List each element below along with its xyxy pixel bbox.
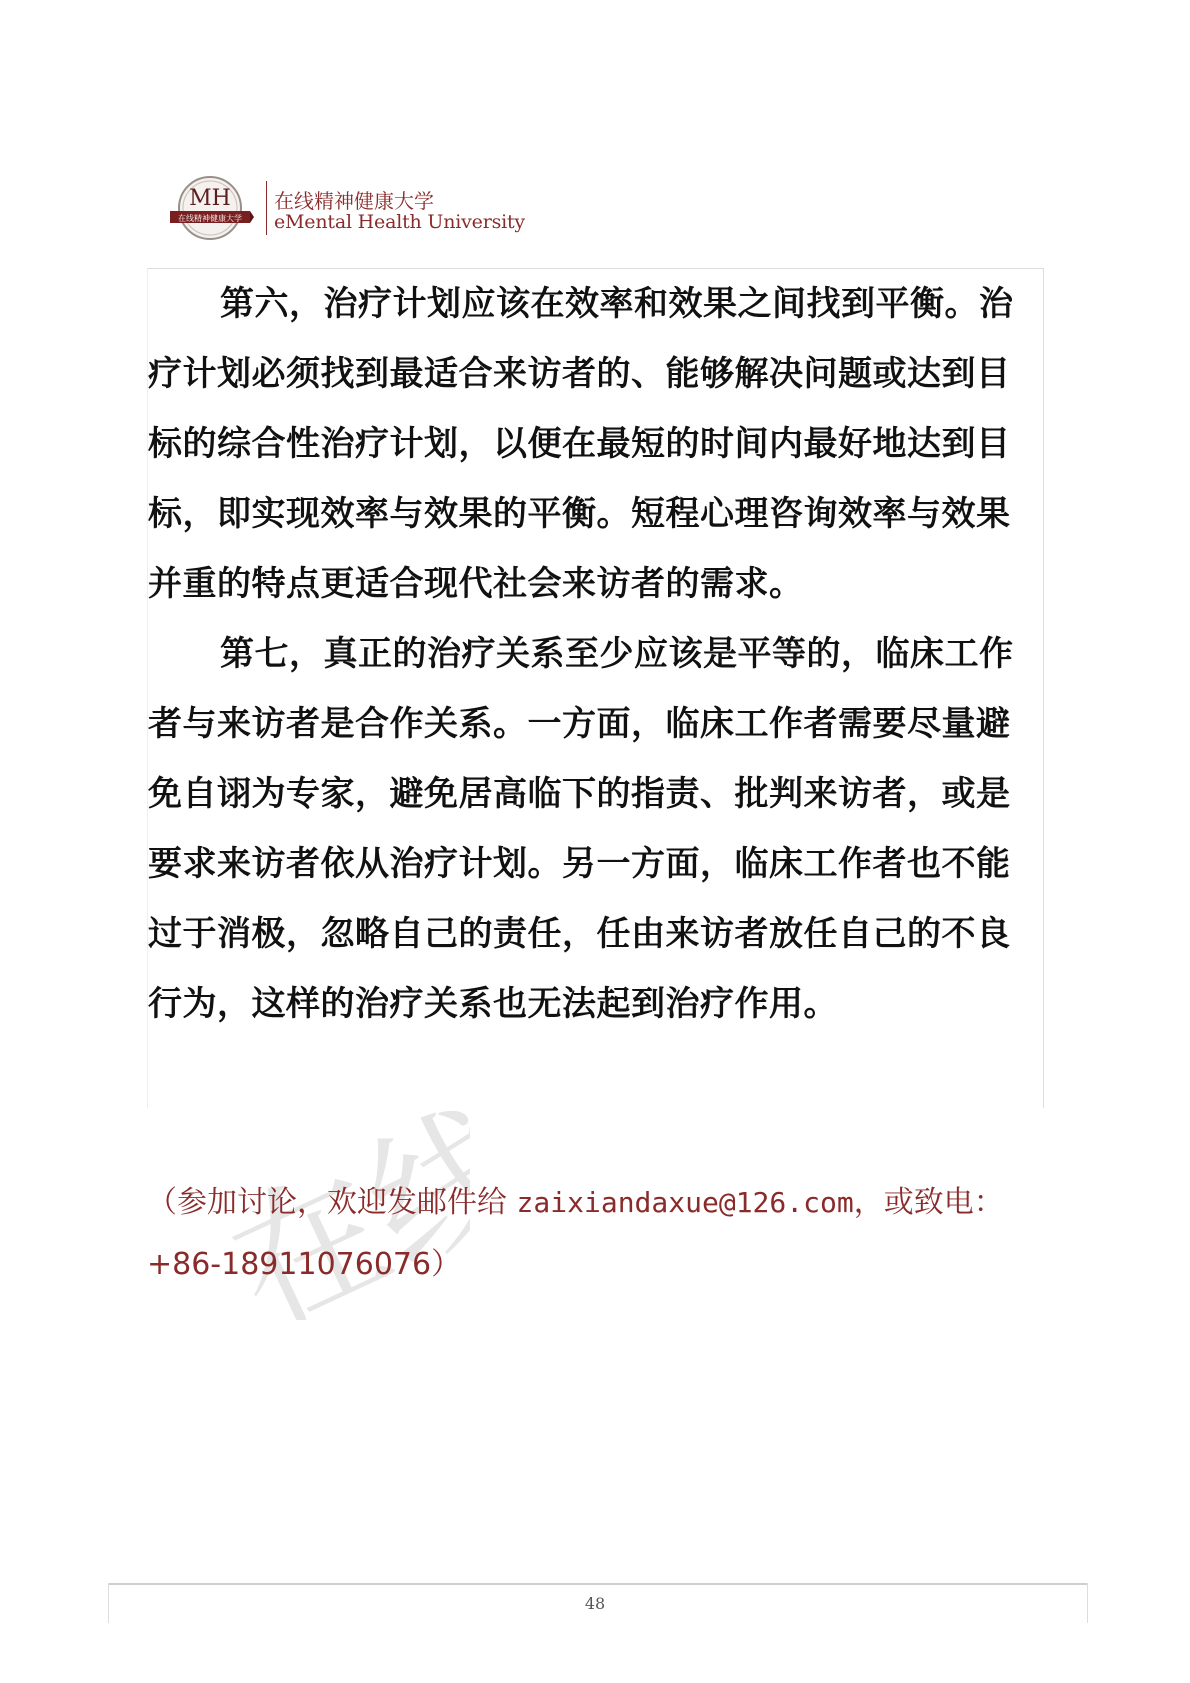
main-text-box	[147, 268, 1044, 1108]
contact-middle: ，或致电：	[853, 1185, 1004, 1220]
university-logo	[170, 175, 266, 241]
contact-line-2	[147, 1234, 1047, 1296]
footer-divider	[108, 1583, 1088, 1585]
paragraph-six: 第六，治疗计划应该在效率和效果之间找到平衡。治疗计划必须找到最适合来访者的、能够解决问题或达到目标的综合性治疗计划，以便在最短的时间内最好地达到目标，即实现效率与效果的平衡。短程心理咨询效率与效果并重的特点更适合现代社会来访者的需求。	[148, 284, 1014, 604]
page-number: 48	[584, 1594, 606, 1613]
contact-phone: +86-18911076076）	[147, 1247, 462, 1282]
contact-prefix: （参加讨论，欢迎发邮件给	[147, 1185, 517, 1220]
contact-line-1	[147, 1172, 1047, 1234]
header-logo-block	[170, 175, 525, 245]
watermark-text: 在线	[210, 1090, 470, 1320]
contact-email[interactable]: zaixiandaxue@126.com	[516, 1186, 854, 1219]
logo-divider	[266, 181, 267, 235]
university-name-cn: 在线精神健康大学	[274, 189, 434, 213]
logo-ribbon-text: 在线精神健康大学	[178, 214, 242, 223]
paragraph-seven: 第七，真正的治疗关系至少应该是平等的，临床工作者与来访者是合作关系。一方面，临床工作者需要尽量避免自诩为专家，避免居高临下的指责、批判来访者，或是要求来访者依从治疗计划。另一方面，临床工作者也不能过于消极，忽略自己的责任，任由来访者放任自己的不良行为，这样的治疗关系也无法起到治疗作用。	[148, 634, 1014, 1024]
logo-seal-icon	[170, 175, 266, 241]
university-name-en: eMental Health University	[274, 211, 525, 233]
logo-mh-text: MH	[189, 186, 231, 211]
contact-info	[147, 1172, 1047, 1296]
